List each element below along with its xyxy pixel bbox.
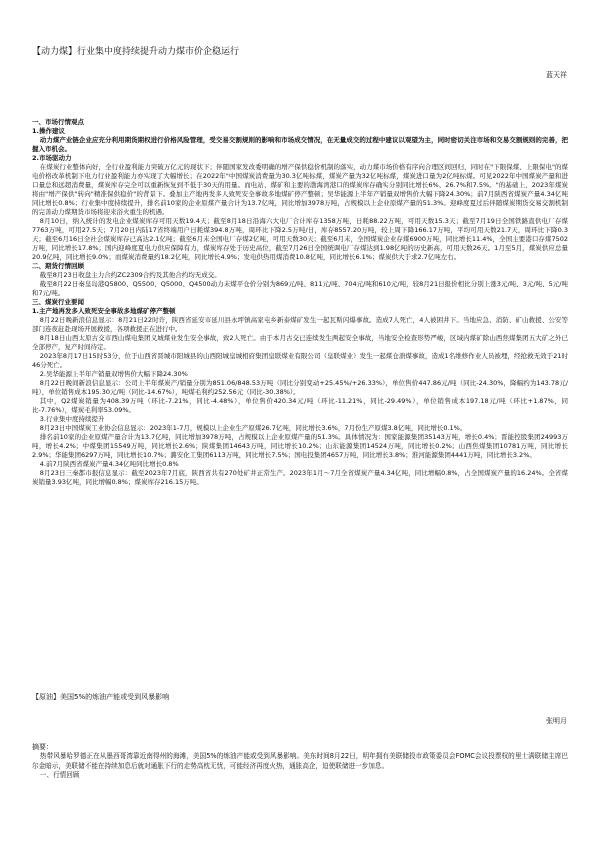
paragraph: 排名前10家的企业原煤产量合计为13.7亿吨，同比增加3978万吨，占规模以上企业原煤产量的51.3%。具体情况为：国家能源集团35143万吨，增长0.4%；晋能控股集团24993万吨，增长4.2%；中煤集团15549万吨，同比增长2.6%；陕煤集团14643万吨，同比增长10.2%；山东能源集团14524万吨，同比增长0.2%；山西焦煤集团10781万吨，同比增长2.9%；华能集团6297万吨，同比增长10.7%；潞安化工集团6113万吨，同比增长7.5%；国电投集团4657万吨，同比增长3.8%；淮河能源集团4441万吨，同比增长3.2%。 <box>32 433 568 459</box>
article-body <box>32 118 568 487</box>
article-author: 蓝天祥 <box>546 71 567 79</box>
abstract-label: 摘要： <box>32 743 53 751</box>
paragraph: 动力煤产业链企业应充分利用期货期权进行价格风险管理，受交易交割规则的影响和市场成交情况，在无量成交的过程中建议以观望为主，同时密切关注市场和交易交割规则的完善，把握入市机会。 <box>32 136 568 153</box>
article-body <box>32 742 568 781</box>
subsection-heading: 4.前7月陕西省煤炭产量4.34亿吨同比增长0.8% <box>39 460 179 468</box>
paragraph: 8月10日，纳入统计的发电企业煤炭库存可用天数19.4天；截至8月18日沿海六大电厂合计库存1358万吨，日耗88.22万吨，可用天数15.3天；截至7月19日全国铁路直供电厂存煤7763万吨，可用27.5天；7月20日内陆17省终端用户日耗煤394.8万吨，周环比下降2.5万吨/日，库存8557.20万吨，较上周下降166.17万吨，平均可用天数21.7天，周环比下降0.3天；截至6月16日全社会煤炭库存已高达2.1亿吨；截至6月末全国电厂存煤2亿吨，可用天数30天；截至6月末，全国煤炭企业存煤6900万吨，同比增长11.4%，全国主要港口存煤7502万吨，同比增长17.8%；国内迎峰度夏电力供应保障有力，煤炭库存处于历史高位，截至7月26日全国统调电厂存煤达到1.98亿吨的历史新高，可用天数26天。1月至5月，煤炭供应总量20.9亿吨，同比增长9.0%；而煤炭消费量约18.2亿吨，同比增长4.9%；发电供热用煤消费10.8亿吨，同比增长6.1%；煤炭供大于求2.7亿吨左右。 <box>32 217 568 261</box>
subsection-heading: 1.操作建议 <box>32 127 65 135</box>
section-heading: 二、期货行情回顾 <box>32 262 84 270</box>
subsection-heading: 2.吴华能源上半年产销量双增售价大幅下降24.30% <box>39 370 188 378</box>
article-title: 【原油】美国5%的炼油产能或受到风暴影响 <box>32 693 170 701</box>
paragraph: 截至8月22日秦皇岛港Q5800、Q5500、Q5000、Q4500动力末煤平仓价分别为869元/吨、811元/吨、704元/吨和610元/吨，较8月21日报价相比分别上涨3元/吨、3元/吨、5元/吨和7元/吨。 <box>32 280 568 297</box>
paragraph: 8月22日晚间新浪信息显示：公司上半年煤炭产/销量分别为851.06/848.53万吨（同比分别变动+25.45%/+26.33%），单位售价447.86元/吨（同比-24.30%，降幅约为143.78元/吨），单位销售成本195.30元/吨（同比-14.67%），吨煤毛利约252.56元（同比-30.38%）。 <box>32 379 568 396</box>
article-title: 【动力煤】行业集中度持续提升动力煤市价企稳运行 <box>32 47 240 57</box>
paragraph: 在煤炭行业整体向好，全行业盈利能力突破万亿元的现状下；伴随国家发改委明确的增产保供稳价机制的落实，动力煤市场价格有序向合理区间回归，同时在"下限保煤、上限保电"的煤电价格改革机制下电力行业盈利能力亦实现了大幅增长；在2022年"中国煤炭消费量为30.3亿吨标煤，煤炭产量为32亿吨标煤，煤炭进口量为2亿吨标煤。可见2022年中国煤炭产量和进口量总和远超消费量，煤炭库存完全可以重新恢复到不低于30天的用量。而电站、煤矿和主要的渤海湾港口的煤炭库存确实分别同比增长6%、26.7%和7.5%。"的基础上，2023年煤炭将由"增产保供"转向"精准保供稳价"的背景下。叠加主产地再发多人致死安全事故多地煤矿停产整顿；吴华能源上半年产销量双增售价大幅下降24.30%；前7月陕西省煤炭产量4.34亿吨同比增长0.8%；行业集中度持续提升，排名前10家的企业原煤产量合计为13.7亿吨，同比增加3978万吨，占规模以上企业原煤产量的51.3%。迎峰度夏过后伴随煤炭期货交易交割机制的完善动力煤期货市场将迎来浴火重生的机遇。 <box>32 163 568 216</box>
subsection-heading: 2.市场驱动力 <box>32 154 72 162</box>
section-heading: 三、煤炭行业要闻 <box>32 298 84 306</box>
paragraph: 2023年8月17日15时53分，位于山西省晋城市阳城县的山西阳城皇城相府集团皇联煤业有限公司（皇联煤业）发生一起煤仓溃煤事故，造成1名维修作业人员被埋，经抢救无效于21时46分死亡。 <box>32 352 568 369</box>
paragraph: 8月18日山西太原古交市西山煤电集团义城煤业发生安全事故，致2人死亡。由于本月古交已连续发生两起安全事故，当地安全检查形势严峻，区域内煤矿除山西焦煤集团五大矿之外已全部停产，复产时间待定。 <box>32 334 568 351</box>
subsection-heading: 1.主产地再发多人致死安全事故多地煤矿停产整顿 <box>32 307 176 315</box>
paragraph: 8月22日晚新浪信息显示：8月21日22时许，陕西省延安市延川县永坪镇高家屯乡新泰煤矿发生一起瓦斯闪爆事故。造成7人死亡，4人被困井下。当地应急、消防、矿山救援、公安等部门连夜赶赴现场开展救援，各项救援正在进行中。 <box>32 316 568 333</box>
paragraph: 8月23日三秦都市报信息显示：截至2023年7月底，陕西省共有270处矿井正常生产。2023年1月～7月全省煤炭产量4.34亿吨，同比增幅0.8%，占全国煤炭产量的16.24%。全省煤炭销量3.93亿吨，同比增幅0.8%；煤炭库存216.15万吨。 <box>32 469 568 486</box>
section-heading: 一、市场行情观点 <box>32 118 84 126</box>
paragraph: 其中，Q2煤炭销量为408.39万吨（环比-7.21%，同比-4.48%），单位售价420.34元/吨（环比-11.21%，同比-29.49%），单位销售成本197.18元/吨（环比+1.87%，同比-7.76%），煤炭毛利率53.09%。 <box>32 397 568 414</box>
article-author: 张明月 <box>546 717 567 725</box>
abstract-text: 热带风暴哈罗德正在从墨西哥湾靠近南得州的海滩，美国5%的炼油产能或受到风暴影响。美东时间8月22日，明年拥有美联储投市政策委员会FOMC会议投票权的里士满联储主席巴尔金暗示，美联储不能在持续加息后就对通胀下行的走势高枕无忧，可能经济再度火热，通胀高企，迫使联储进一步加息。 <box>32 752 568 770</box>
paragraph: 8月23日中国煤炭工业协会信息显示：2023年1-7月，规模以上企业生产原煤26.7亿吨，同比增长3.6%，7月份生产原煤3.8亿吨，同比增长0.1%。 <box>39 424 467 432</box>
section-heading: 一、行情回顾 <box>39 771 80 779</box>
subsection-heading: 3.行业集中度持续提升 <box>39 415 105 423</box>
paragraph: 截至8月23日收盘主力合约ZC2309合约及其他合约均无成交。 <box>39 271 221 279</box>
